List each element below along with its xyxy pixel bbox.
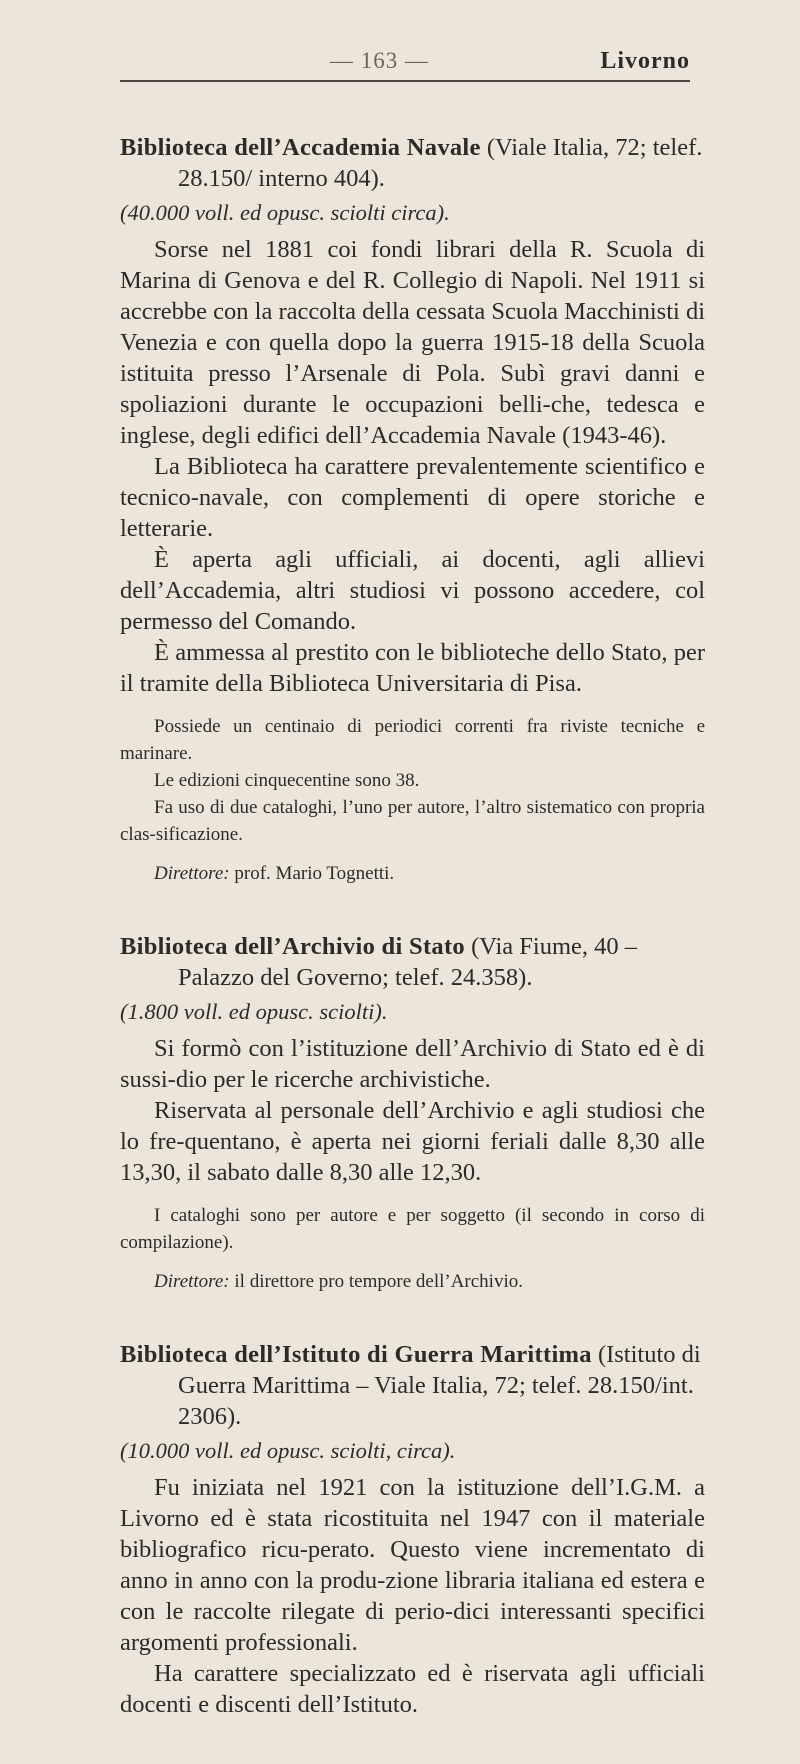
entry-paragraph: La Biblioteca ha carattere prevalentemente scientifico e tecnico-navale, con complementi di opere storiche e letterarie. [120,453,705,542]
entry-director [120,860,705,887]
library-entry-accademia-navale [120,132,705,887]
library-entry-archivio-di-stato [120,931,705,1295]
entry-holdings: (40.000 voll. ed opusc. sciolti circa). [120,200,450,225]
entry-note: Le edizioni cinquecentine sono 38. [154,770,420,791]
entry-address: (Viale Italia, 72; telef. 28.150/ interno 404). [178,134,703,192]
entry-note: Fa uso di due cataloghi, l’uno per autore, l’altro sistematico con propria clas-sificazione. [120,797,705,845]
director-value: prof. Mario Tognetti. [229,863,395,884]
paragraph-gap [120,699,705,713]
entry-paragraph: Fu iniziata nel 1921 con la istituzione dell’I.G.M. a Livorno ed è stata ricostituita nel 1947 con il materiale bibliografico ricu-perato. Questo viene incrementato di anno in anno con la produ-zione libraria italiana ed estera e con le raccolte rilegate di perio-dici interessanti specifici argomenti professionali. [120,1474,705,1656]
entry-director [120,1268,705,1295]
entry-title: Biblioteca dell’Istituto di Guerra Marittima [120,1341,592,1368]
entry-paragraph: Riservata al personale dell’Archivio e agli studiosi che lo fre-quentano, è aperta nei giorni feriali dalle 8,30 alle 13,30, il sabato dalle 8,30 alle 12,30. [120,1097,705,1186]
entry-heading [120,1339,705,1432]
entry-paragraph: Sorse nel 1881 coi fondi librari della R. Scuola di Marina di Genova e del R. Collegio di Napoli. Nel 1911 si accrebbe con la raccolta della cessata Scuola Macchinisti di Venezia e con quella dopo la guerra 1915-18 della Scuola istituita presso l’Arsenale di Pola. Subì gravi danni e spoliazioni durante le occupazioni belli-che, tedesca e inglese, degli edifici dell’Accademia Navale (1943-46). [120,236,705,449]
entry-paragraph: È aperta agli ufficiali, ai docenti, agli allievi dell’Accademia, altri studiosi vi possono accedere, col permesso del Comando. [120,546,705,635]
library-entry-istituto-guerra-marittima [120,1339,705,1720]
director-value: il direttore pro tempore dell’Archivio. [229,1271,523,1292]
entry-holdings: (1.800 voll. ed opusc. sciolti). [120,999,388,1024]
entry-title: Biblioteca dell’Archivio di Stato [120,933,465,960]
entry-title: Biblioteca dell’Accademia Navale [120,134,481,161]
running-title: Livorno [600,48,690,74]
director-label: Direttore: [154,863,230,884]
entry-note: I cataloghi sono per autore e per soggetto (il secondo in corso di compilazione). [120,1205,705,1253]
entry-paragraph: Si formò con l’istituzione dell’Archivio di Stato ed è di sussi-dio per le ricerche archivistiche. [120,1035,705,1093]
paragraph-gap [120,1188,705,1202]
entry-address: (Via Fiume, 40 – Palazzo del Governo; telef. 24.358). [178,933,638,991]
entry-note: Possiede un centinaio di periodici correnti fra riviste tecniche e marinare. [120,716,705,764]
page-number: — 163 — [330,48,429,73]
entry-address: (Istituto di Guerra Marittima – Viale Italia, 72; telef. 28.150/int. 2306). [178,1341,701,1430]
entry-paragraph: È ammessa al prestito con le biblioteche dello Stato, per il tramite della Biblioteca Universitaria di Pisa. [120,639,705,697]
entry-holdings: (10.000 voll. ed opusc. sciolti, circa). [120,1438,456,1463]
entry-heading [120,132,705,194]
entry-heading [120,931,705,993]
running-head [120,48,690,82]
page-content [120,132,705,1764]
director-label: Direttore: [154,1271,230,1292]
entry-paragraph: Ha carattere specializzato ed è riservata agli ufficiali docenti e discenti dell’Istituto. [120,1660,705,1718]
